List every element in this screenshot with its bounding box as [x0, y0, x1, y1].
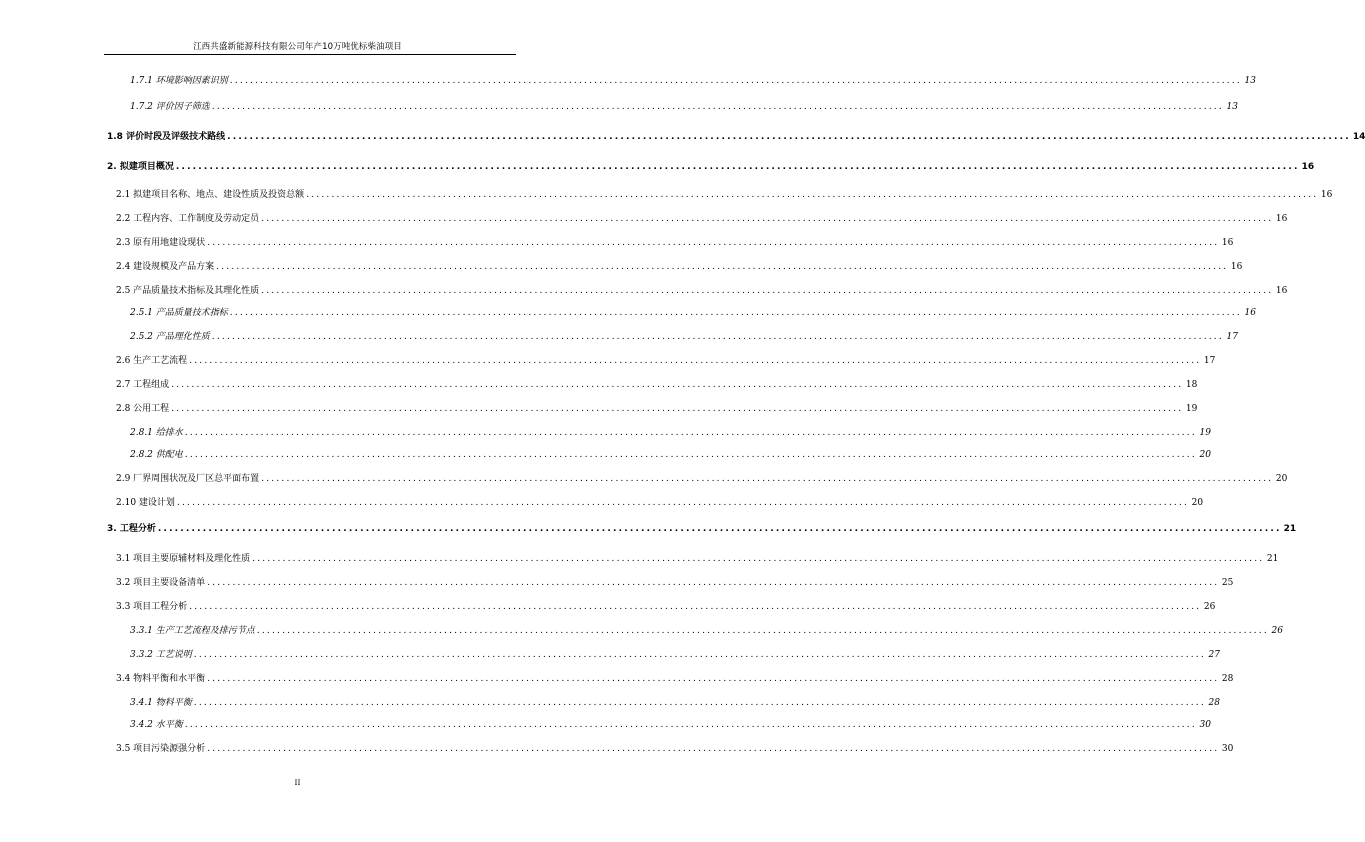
toc-entry[interactable] [107, 521, 1297, 534]
toc-entry-title: 2. 拟建项目概况 [107, 162, 174, 172]
toc-leader-dots: ........................................................................................................................................................................................................ [256, 626, 1269, 636]
running-header: 江西共盛新能源科技有限公司年产10万吨优标柴油项目 [193, 42, 402, 52]
toc-entry-title: 2.8 公用工程 [116, 404, 170, 414]
toc-entry[interactable] [130, 695, 1220, 708]
page-number: II [294, 778, 301, 787]
toc-entry[interactable] [116, 187, 1333, 200]
toc-entry-title: 2.7 工程组成 [116, 380, 170, 390]
toc-entry-page: 19 [1185, 404, 1198, 414]
toc-leader-dots: ........................................................................................................................................................................................................ [171, 380, 1184, 390]
toc-leader-dots: ........................................................................................................................................................................................................ [211, 332, 1224, 342]
toc-leader-dots: ........................................................................................................................................................................................................ [207, 238, 1220, 248]
toc-entry[interactable] [116, 551, 1279, 564]
toc-entry-page: 20 [1191, 498, 1204, 508]
toc-leader-dots: ........................................................................................................................................................................................................ [193, 650, 1206, 660]
toc-entry-page: 19 [1199, 428, 1211, 438]
toc-entry-title: 2.2 工程内容、工作制度及劳动定员 [116, 214, 260, 224]
toc-leader-dots: ........................................................................................................................................................................................................ [189, 356, 1202, 366]
toc-entry[interactable] [116, 283, 1288, 296]
toc-entry-title: 3.3.2 工艺说明 [130, 650, 192, 660]
toc-entry[interactable] [116, 471, 1288, 484]
toc-entry-title: 2.8.2 供配电 [130, 450, 183, 460]
toc-entry-page: 13 [1226, 102, 1238, 112]
toc-entry-title: 2.5.1 产品质量技术指标 [130, 308, 228, 318]
toc-entry-page: 17 [1203, 356, 1216, 366]
toc-entry-page: 21 [1283, 524, 1297, 534]
toc-leader-dots: ........................................................................................................................................................................................................ [211, 102, 1224, 112]
toc-entry-page: 28 [1221, 674, 1234, 684]
toc-entry-title: 3.4.2 水平衡 [130, 720, 183, 730]
toc-entry[interactable] [130, 647, 1220, 660]
toc-entry-page: 13 [1244, 76, 1256, 86]
toc-leader-dots: ........................................................................................................................................................................................................ [184, 720, 1197, 730]
toc-entry[interactable] [130, 73, 1256, 86]
toc-entry[interactable] [107, 129, 1365, 142]
toc-leader-dots: ........................................................................................................................................................................................................ [207, 744, 1220, 754]
toc-entry-title: 3.5 项目污染源强分析 [116, 744, 206, 754]
toc-entry[interactable] [107, 159, 1315, 172]
toc-entry-title: 3.4 物料平衡和水平衡 [116, 674, 206, 684]
toc-entry-page: 26 [1271, 626, 1283, 636]
toc-entry-title: 2.5 产品质量技术指标及其理化性质 [116, 286, 260, 296]
toc-entry-page: 28 [1208, 698, 1220, 708]
toc-entry[interactable] [116, 575, 1234, 588]
toc-entry-title: 1.8 评价时段及评级技术路线 [107, 132, 226, 142]
header-divider [104, 54, 516, 55]
toc-entry[interactable] [130, 447, 1211, 460]
toc-entry-page: 14 [1352, 132, 1365, 142]
toc-entry[interactable] [116, 211, 1288, 224]
toc-entry[interactable] [116, 259, 1243, 272]
toc-entry-page: 17 [1226, 332, 1238, 342]
toc-leader-dots: ........................................................................................................................................................................................................ [306, 190, 1319, 200]
toc-entry-page: 16 [1301, 162, 1315, 172]
toc-entry[interactable] [130, 717, 1211, 730]
toc-entry-title: 3.3 项目工程分析 [116, 602, 188, 612]
toc-entry[interactable] [130, 329, 1238, 342]
toc-entry-page: 20 [1199, 450, 1211, 460]
toc-entry-page: 16 [1320, 190, 1333, 200]
toc-leader-dots: ........................................................................................................................................................................................................ [216, 262, 1229, 272]
toc-entry-title: 2.3 原有用地建设现状 [116, 238, 206, 248]
toc-entry-title: 3.2 项目主要设备清单 [116, 578, 206, 588]
toc-leader-dots: ........................................................................................................................................................................................................ [207, 578, 1220, 588]
toc-leader-dots: ........................................................................................................................................................................................................ [157, 524, 1282, 534]
toc-leader-dots: ........................................................................................................................................................................................................ [229, 308, 1242, 318]
toc-entry[interactable] [116, 599, 1216, 612]
toc-entry-page: 16 [1230, 262, 1243, 272]
toc-entry-page: 25 [1221, 578, 1234, 588]
toc-entry-page: 20 [1275, 474, 1288, 484]
toc-entry[interactable] [130, 623, 1283, 636]
toc-leader-dots: ........................................................................................................................................................................................................ [175, 162, 1300, 172]
toc-leader-dots: ........................................................................................................................................................................................................ [184, 428, 1197, 438]
toc-leader-dots: ........................................................................................................................................................................................................ [229, 76, 1242, 86]
toc-leader-dots: ........................................................................................................................................................................................................ [261, 474, 1274, 484]
toc-entry[interactable] [130, 425, 1211, 438]
toc-entry-title: 3.3.1 生产工艺流程及排污节点 [130, 626, 255, 636]
toc-entry[interactable] [116, 671, 1234, 684]
toc-entry-title: 2.1 拟建项目名称、地点、建设性质及投资总额 [116, 190, 305, 200]
toc-entry[interactable] [116, 495, 1204, 508]
toc-entry-title: 1.7.2 评价因子筛选 [130, 102, 210, 112]
toc-entry-page: 16 [1275, 214, 1288, 224]
toc-entry-page: 30 [1221, 744, 1234, 754]
toc-entry-page: 30 [1199, 720, 1211, 730]
toc-entry-page: 16 [1221, 238, 1234, 248]
toc-entry[interactable] [116, 235, 1234, 248]
toc-entry-page: 18 [1185, 380, 1198, 390]
toc-leader-dots: ........................................................................................................................................................................................................ [207, 674, 1220, 684]
toc-entry-title: 2.10 建设计划 [116, 498, 175, 508]
toc-entry-title: 3.4.1 物料平衡 [130, 698, 192, 708]
toc-entry[interactable] [130, 305, 1256, 318]
toc-leader-dots: ........................................................................................................................................................................................................ [261, 286, 1274, 296]
toc-leader-dots: ........................................................................................................................................................................................................ [184, 450, 1197, 460]
toc-leader-dots: ........................................................................................................................................................................................................ [261, 214, 1274, 224]
toc-entry-title: 2.8.1 给排水 [130, 428, 183, 438]
toc-entry[interactable] [116, 741, 1234, 754]
toc-entry[interactable] [116, 377, 1198, 390]
toc-entry-page: 27 [1208, 650, 1220, 660]
toc-entry[interactable] [116, 353, 1216, 366]
toc-leader-dots: ........................................................................................................................................................................................................ [252, 554, 1265, 564]
toc-entry-title: 1.7.1 环境影响因素识别 [130, 76, 228, 86]
toc-entry-page: 21 [1266, 554, 1279, 564]
toc-entry-title: 2.5.2 产品理化性质 [130, 332, 210, 342]
toc-entry[interactable] [116, 401, 1198, 414]
toc-leader-dots: ........................................................................................................................................................................................................ [227, 132, 1351, 142]
toc-entry-title: 3.1 项目主要原辅材料及理化性质 [116, 554, 251, 564]
toc-entry-page: 16 [1275, 286, 1288, 296]
toc-leader-dots: ........................................................................................................................................................................................................ [193, 698, 1206, 708]
toc-entry-title: 2.9 厂界周围状况及厂区总平面布置 [116, 474, 260, 484]
toc-leader-dots: ........................................................................................................................................................................................................ [171, 404, 1184, 414]
toc-entry-title: 2.6 生产工艺流程 [116, 356, 188, 366]
toc-leader-dots: ........................................................................................................................................................................................................ [189, 602, 1202, 612]
toc-leader-dots: ........................................................................................................................................................................................................ [176, 498, 1190, 508]
toc-entry-page: 16 [1244, 308, 1256, 318]
toc-entry-title: 2.4 建设规模及产品方案 [116, 262, 215, 272]
toc-entry-page: 26 [1203, 602, 1216, 612]
toc-entry-title: 3. 工程分析 [107, 524, 156, 534]
toc-entry[interactable] [130, 99, 1238, 112]
